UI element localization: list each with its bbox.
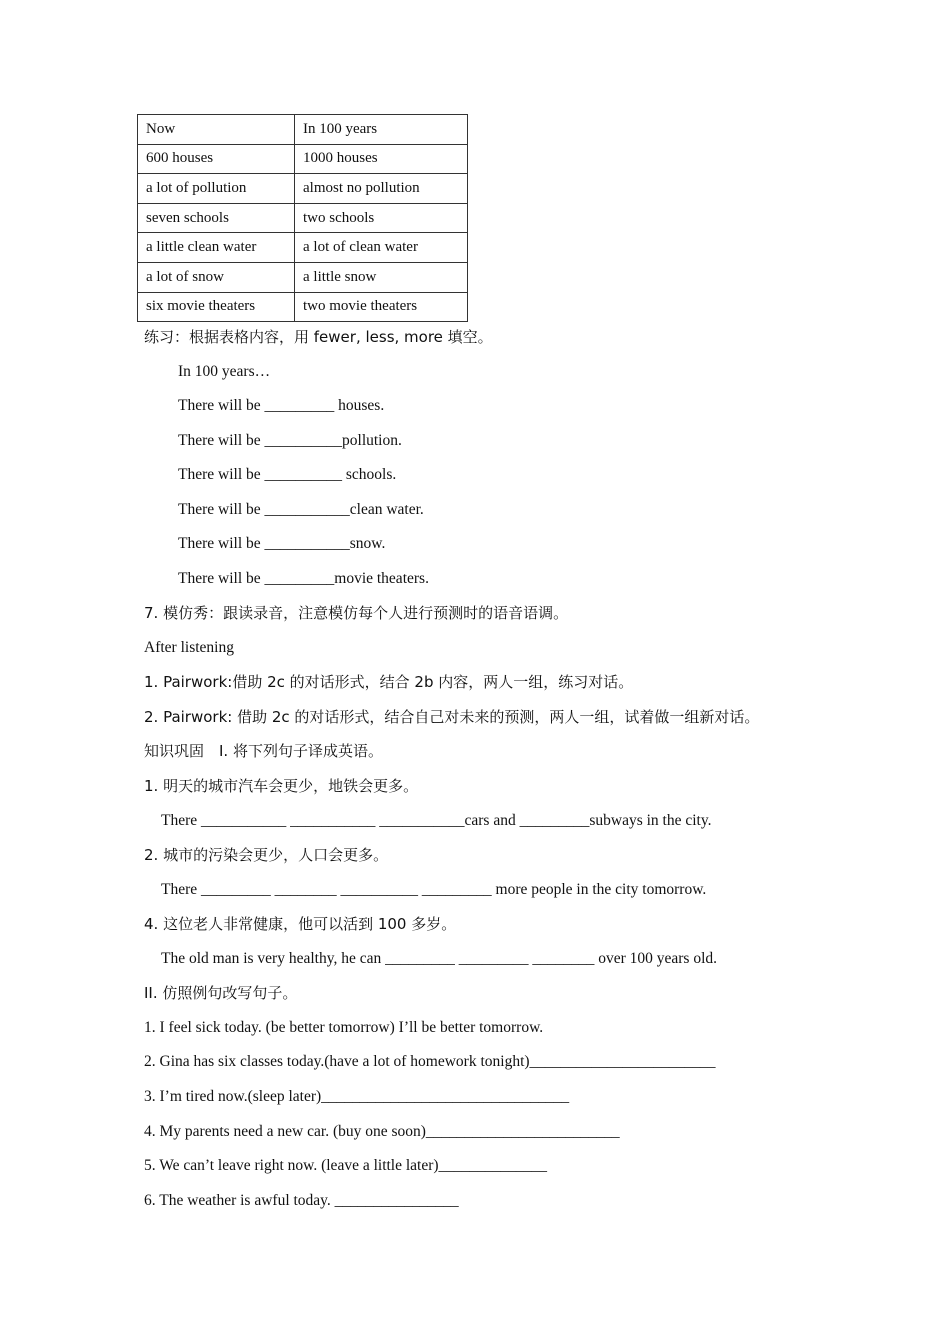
- table-cell: two schools: [295, 203, 468, 233]
- table-row: [138, 292, 468, 322]
- table-row: [138, 203, 468, 233]
- consolidation-heading: 知识巩固 I. 将下列句子译成英语。: [144, 742, 383, 760]
- table-cell: 600 houses: [138, 144, 295, 174]
- exercise-item: There will be ___________snow.: [178, 535, 386, 552]
- table-row: [138, 233, 468, 263]
- translation-answer: The old man is very healthy, he can _________ _________ ________ over 100 years old.: [161, 950, 718, 967]
- exercise-item: There will be __________ schools.: [178, 466, 397, 483]
- translation-prompt: 4. 这位老人非常健康，他可以活到 100 多岁。: [144, 915, 457, 933]
- rewrite-heading: II. 仿照例句改写句子。: [144, 984, 298, 1002]
- table-row: [138, 144, 468, 174]
- table-cell: a lot of pollution: [138, 174, 295, 204]
- exercise-item: There will be _________movie theaters.: [178, 570, 429, 587]
- translation-answer: There _________ ________ __________ _________ more people in the city tomorrow.: [161, 881, 707, 898]
- table-cell: two movie theaters: [295, 292, 468, 322]
- after-listening-heading: After listening: [144, 639, 234, 656]
- rewrite-item: 5. We can’t leave right now. (leave a little later)______________: [144, 1157, 548, 1174]
- comparison-table: [137, 114, 468, 322]
- table-cell: 1000 houses: [295, 144, 468, 174]
- table-cell: six movie theaters: [138, 292, 295, 322]
- pairwork-item: 1. Pairwork:借助 2c 的对话形式，结合 2b 内容，两人一组，练习对话。: [144, 673, 634, 691]
- table-cell: a lot of snow: [138, 262, 295, 292]
- exercise-item: There will be _________ houses.: [178, 397, 385, 414]
- table-row: [138, 115, 468, 145]
- table-cell: In 100 years: [295, 115, 468, 145]
- table-row: [138, 262, 468, 292]
- rewrite-item: 4. My parents need a new car. (buy one soon)_________________________: [144, 1123, 620, 1140]
- translation-prompt: 1. 明天的城市汽车会更少，地铁会更多。: [144, 777, 419, 795]
- exercise-instruction: 练习：根据表格内容，用 fewer, less, more 填空。: [144, 328, 493, 346]
- exercise-item: There will be ___________clean water.: [178, 501, 424, 518]
- translation-answer: There ___________ ___________ ___________cars and _________subways in the city.: [161, 812, 712, 829]
- imitation-task: 7. 模仿秀：跟读录音，注意模仿每个人进行预测时的语音语调。: [144, 604, 569, 622]
- table-cell: a little clean water: [138, 233, 295, 263]
- table-row: [138, 174, 468, 204]
- rewrite-item: 2. Gina has six classes today.(have a lot of homework tonight)________________________: [144, 1053, 716, 1070]
- rewrite-item: 6. The weather is awful today. ________________: [144, 1192, 459, 1209]
- exercise-intro: In 100 years…: [178, 363, 271, 380]
- exercise-item: There will be __________pollution.: [178, 432, 402, 449]
- rewrite-item: 1. I feel sick today. (be better tomorrow) I’ll be better tomorrow.: [144, 1019, 544, 1036]
- table-cell: a little snow: [295, 262, 468, 292]
- table-cell: seven schools: [138, 203, 295, 233]
- table-cell: Now: [138, 115, 295, 145]
- rewrite-item: 3. I’m tired now.(sleep later)________________________________: [144, 1088, 570, 1105]
- pairwork-item: 2. Pairwork: 借助 2c 的对话形式，结合自己对未来的预测，两人一组，试着做一组新对话。: [144, 708, 760, 726]
- table-cell: almost no pollution: [295, 174, 468, 204]
- translation-prompt: 2. 城市的污染会更少，人口会更多。: [144, 846, 389, 864]
- table-cell: a lot of clean water: [295, 233, 468, 263]
